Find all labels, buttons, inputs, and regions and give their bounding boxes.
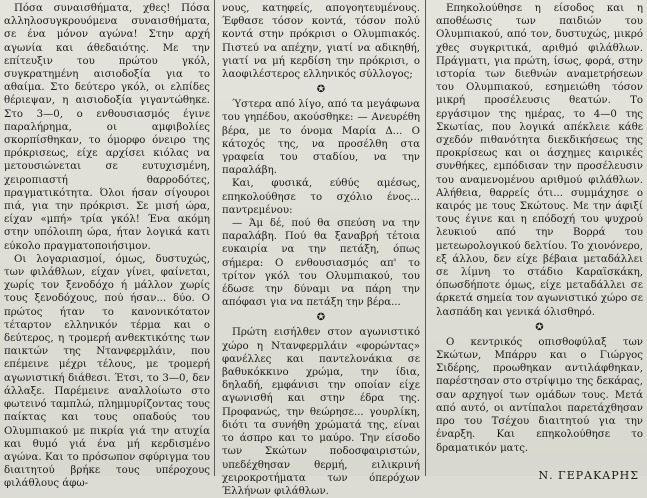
section-star-icon: ✪ — [535, 321, 544, 333]
article-column-2 — [216, 0, 424, 497]
column-divider — [425, 0, 426, 476]
article-paragraph: Ο κεντρικός οπισθοφύλαξ των Σκώτων, Μπάρρυ και ο Γιώργος Σιδέρης, προωθηκαν αντιλάφθηκαν, παρέστησαν στο στρίψιμο της δεκάρας, σαν αρχηγοί των ομάδων τους. Μετά από αυτό, οι αντίπαλοι παρετάχθησαν προ του Τσέχου διαιτητού για την έναρξη. Και επηκολούθησε το δραματικόν ματς. — [436, 336, 643, 454]
column-divider — [214, 0, 215, 476]
article-paragraph: Και, φυσικά, εύθύς αμέσως, επηκολούθησε το σχόλιο ένος... παντρεμένου: — [222, 178, 420, 216]
article-paragraph: Επηκολούθησε η είσοδος και η αποθέωσις των παιδιών του Ολυμπιακού, από τον, δυστυχώς, μικρό χθες συγκριτικά, αριθμό φιλάθλων. Πράγματι, για πρώτη, ίσως, φορά, στην ιστορία των διεθνών αναμετρήσεων του Ολυμπιακού, εσημειώθη τόσον μικρή προσέλευσις θεατών. Το εργάσιμον της ημέρας, το 4—0 της Σκωτίας, που λογικά απέκλειε κάθε σχεδόν πιθανότητα διεκδικήσεως της προκρίσεως και οι άσχημες καιρικές συνθήκες, εμπόδισαν την προσέλευσιν του αναμενομένου αριθμού φιλάθλων. Αλήθεια, θαρρείς ότι... συμμάχησε ο καιρός με τους Σκώτους. Με την άφιξί τους έγινε και η επόδοχή του ψυχρού λευκιού από την Βορρά του μετεωρολογικού δελτίου. Το χιονόνερο, εξ άλλου, δεν είχε βέβαια μεταδάλλει σε λίμνη το στάδιο Καραϊσκάκη, όπωσδήποτε όμως, είχε μεταδάλλει σε άρκετά σημεία τον αγωνιστικό χώρο σε λασπάδη και γενικά όλισθηρό. — [436, 3, 643, 318]
article-paragraph: νους, κατηφείς, απογοητευμένους. Έφθασε τόσον κοντά, τόσον πολύ κοντά στην πρόκρισι ο Ολυμπιακός. Πιστεύ να απέχην, γιατί να αδικηθή, γιατί να μή κερδίση την πρόκρισι, ο λαοφιλέστερος ελληνικός σύλλογος; — [222, 3, 420, 81]
article-paragraph: Πρώτη εισήλθεν στον αγωνιστικό χώρο η Ντανφερμλάιν «φορώντας» φανέλλες και παντελονάκια σε βαθυκόκκινο χρώμα, την ίδια, δηλαδή, εμφάνισι την οποίαν είχε αγωνισθή και στην έδρα της. Προφανώς, την θεώρησε... γουρλίκη, διότι τα συνήθη χρώματά της, είναι το άσπρο και το μαύρο. Την είσοδο των Σκώτων ποδοσφαιριστών, υπεδέχθησαν θερμή, ειλικρινή χειροκροτήματα των όπερόχων Έλλήνων φιλάθλων. — [222, 327, 420, 497]
article-paragraph: Πόσα συναισθήματα, χθες! Πόσα αλληλοσυγκρουόμενα συναισθήματα, σε ένα μόνον αγώνα! Στην αρχή αγωνία και άθεδαιότης. Με την επίτευξιν του πρώτου γκόλ, συγκρατημένη αισιοδοξία για το αθαίμα. Στο δεύτερο γκόλ, οι ελπίδες θέριεψαν, η αισιοδοξία γιγαντώθηκε. Στο 3—0, ο ενθουσιασμός έγινε παραλήρημα, οι αμφιβολίες σκορπίσθηκαν, το όμορφο όνειρο της πρόκρισεως, είχε αρχίσει κιόλας να μετουσιώνεται σε ευτυχισμένη, χειροπιαστή θαρροδότες, πραγματικότητα. Όλοι ήσαν σίγουροι πιά, για την πρόκρισι. Σε μισή ώρα, είχαν «μπή» τρία γκόλ! Ένα ακόμη στην υπόλοιπη ώρα, ήταν λογικά κατι εύκολο πραγματοποιήσιμον. — [4, 3, 210, 252]
section-star-icon: ✪ — [316, 312, 326, 324]
article-column-3 — [428, 0, 645, 482]
article-paragraph: — Άμ δέ, πού θα σπεύση να την παραλάβη. Πού θα ξαναβρή τέτοια ευκαιρία να την πετάξη, όπως σήμερα: Ο ενθουσιασμός απ' το τρίτον γκόλ του Ολυμπιακού, του έδωσε την δύναμι να πάρη την απόφασι για να πετάξη την βέρα... — [222, 218, 420, 309]
section-star-icon: ✪ — [316, 84, 326, 96]
article-column-1 — [2, 0, 214, 490]
article-paragraph: Ύστερα από λίγο, από τα μεγάφωνα του γηπέδου, ακούσθηκε: — Ανευρέθη βέρα, με το όνομα Μαρία Δ... Ο κάτοχός της, να προσέλθη στα γραφεία του σταδίου, να την παραλάβη. — [222, 99, 420, 177]
author-signature: Ν. ΓΕΡΑΚΑΡΗΣ — [538, 468, 639, 482]
article-paragraph: Οι λογαριασμοί, όμως, δυστυχώς, των φιλάθλων, είχαν γίνει, φαίνεται, χωρίς τον ξενοδόχο ή μάλλον χωρίς τους ξενοδόχους, πού ήσαν... δύο. Ο πρώτος ήταν το κανονικότατον τέταρτον ελληνικόν τέρμα και ο δεύτερος, η τρομερή ανθεκτικότης των παικτών της Ντανφερμλάιν, που επέμεινε μέχρι τέλους, με τρομερή αγωνιστική διάθεσι. Έτσι, το 3—0, δεν άλλαξε. Παρέμεινε αναλλοίωτο στο φωτεινό ταμπλώ, πλημμυρίζοντας τους παίκτας και τους οπαδούς του Ολυμπιακού με πικρία γιά την ατυχία και θυμό γιά ένα μή κερδισμένο αγώνα. Και το πρόσωπον σφύριγμα του διαιτητού βρήκε τους υπέροχους φιλάθλους άφω- — [4, 253, 210, 490]
